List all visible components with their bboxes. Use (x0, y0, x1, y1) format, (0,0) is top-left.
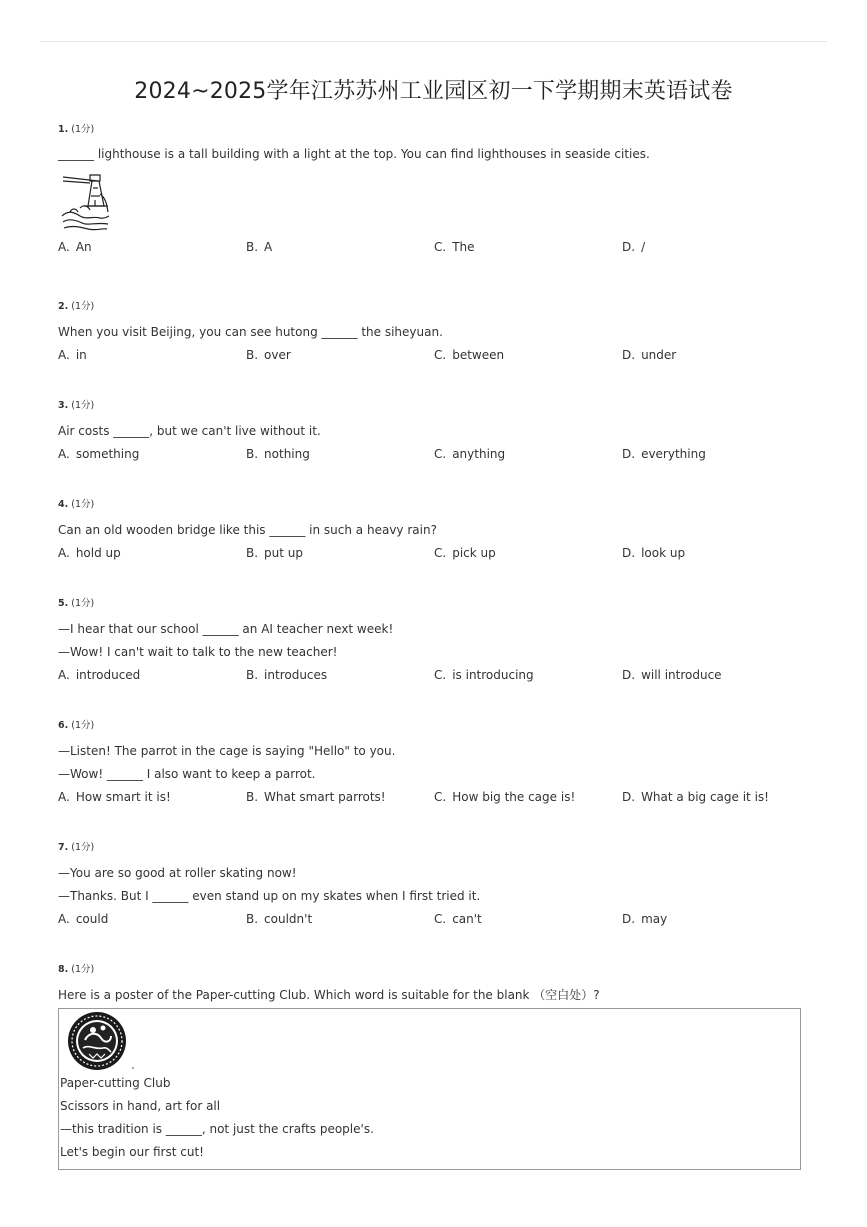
question-stem: —I hear that our school ______ an AI teacher next week! (58, 622, 394, 636)
option-d[interactable]: D. will introduce (622, 668, 722, 682)
options (58, 542, 818, 565)
header-divider (40, 41, 827, 42)
option-d[interactable]: D. under (622, 348, 677, 362)
option-b[interactable]: B. nothing (246, 447, 310, 461)
options (58, 443, 818, 466)
question-number: 2. (1分) (58, 301, 95, 312)
option-c[interactable]: C. How big the cage is! (434, 790, 576, 804)
question-number: 7. (1分) (58, 842, 95, 853)
question-stem: When you visit Beijing, you can see hutong ______ the siheyuan. (58, 325, 443, 339)
option-c[interactable]: C. The (434, 240, 475, 254)
question-8 (58, 961, 818, 1007)
question-1 (58, 121, 818, 259)
option-b[interactable]: B. over (246, 348, 291, 362)
page-title: 2024~2025学年江苏苏州工业园区初一下学期期末英语试卷 (134, 79, 733, 104)
option-a[interactable]: A. An (58, 240, 92, 254)
option-c[interactable]: C. is introducing (434, 668, 534, 682)
option-b[interactable]: B. A (246, 240, 273, 254)
question-6 (58, 717, 818, 809)
question-number: 3. (1分) (58, 400, 95, 411)
option-a[interactable]: A. could (58, 912, 109, 926)
question-stem: Air costs ______, but we can't live without it. (58, 424, 321, 438)
option-d[interactable]: D. may (622, 912, 668, 926)
option-d[interactable]: D. / (622, 240, 646, 254)
options (58, 236, 818, 259)
question-stem: Here is a poster of the Paper-cutting Club. Which word is suitable for the blank （空白处）? (58, 988, 600, 1002)
poster-blank-line: —this tradition is ______, not just the crafts people's. (60, 1122, 374, 1136)
option-c[interactable]: C. pick up (434, 546, 496, 560)
question-stem: ______ lighthouse is a tall building with a light at the top. You can find lighthouses in seaside cities. (58, 147, 650, 161)
option-c[interactable]: C. can't (434, 912, 482, 926)
question-5 (58, 595, 818, 687)
question-stem-line-2: —Wow! ______ I also want to keep a parrot. (58, 767, 316, 781)
option-a[interactable]: A. How smart it is! (58, 790, 171, 804)
option-d[interactable]: D. everything (622, 447, 706, 461)
question-number: 5. (1分) (58, 598, 95, 609)
option-d[interactable]: D. What a big cage it is! (622, 790, 769, 804)
question-number: 6. (1分) (58, 720, 95, 731)
options (58, 344, 818, 367)
options (58, 664, 818, 687)
option-a[interactable]: A. in (58, 348, 87, 362)
lighthouse-image (60, 172, 110, 232)
paper-cut-emblem-image (63, 1010, 135, 1072)
question-4 (58, 496, 818, 565)
option-b[interactable]: B. couldn't (246, 912, 313, 926)
question-3 (58, 397, 818, 466)
option-c[interactable]: C. anything (434, 447, 506, 461)
options (58, 786, 818, 809)
option-b[interactable]: B. put up (246, 546, 304, 560)
question-stem-line-2: —Thanks. But I ______ even stand up on my skates when I first tried it. (58, 889, 481, 903)
poster-title: Paper-cutting Club (60, 1076, 171, 1090)
option-a[interactable]: A. introduced (58, 668, 141, 682)
option-b[interactable]: B. What smart parrots! (246, 790, 386, 804)
options (58, 908, 818, 931)
question-number: 4. (1分) (58, 499, 95, 510)
question-number: 1. (1分) (58, 124, 95, 135)
question-stem: Can an old wooden bridge like this ______ in such a heavy rain? (58, 523, 437, 537)
question-2 (58, 298, 818, 367)
option-a[interactable]: A. hold up (58, 546, 121, 560)
question-number: 8. (1分) (58, 964, 95, 975)
question-stem-line-2: —Wow! I can't wait to talk to the new teacher! (58, 645, 338, 659)
paper-cutting-poster (58, 1008, 801, 1170)
option-b[interactable]: B. introduces (246, 668, 328, 682)
option-a[interactable]: A. something (58, 447, 140, 461)
poster-closing: Let's begin our first cut! (60, 1145, 204, 1159)
option-c[interactable]: C. between (434, 348, 505, 362)
question-7 (58, 839, 818, 931)
poster-slogan: Scissors in hand, art for all (60, 1099, 221, 1113)
question-stem: —You are so good at roller skating now! (58, 866, 297, 880)
question-stem: —Listen! The parrot in the cage is saying "Hello" to you. (58, 744, 396, 758)
option-d[interactable]: D. look up (622, 546, 686, 560)
